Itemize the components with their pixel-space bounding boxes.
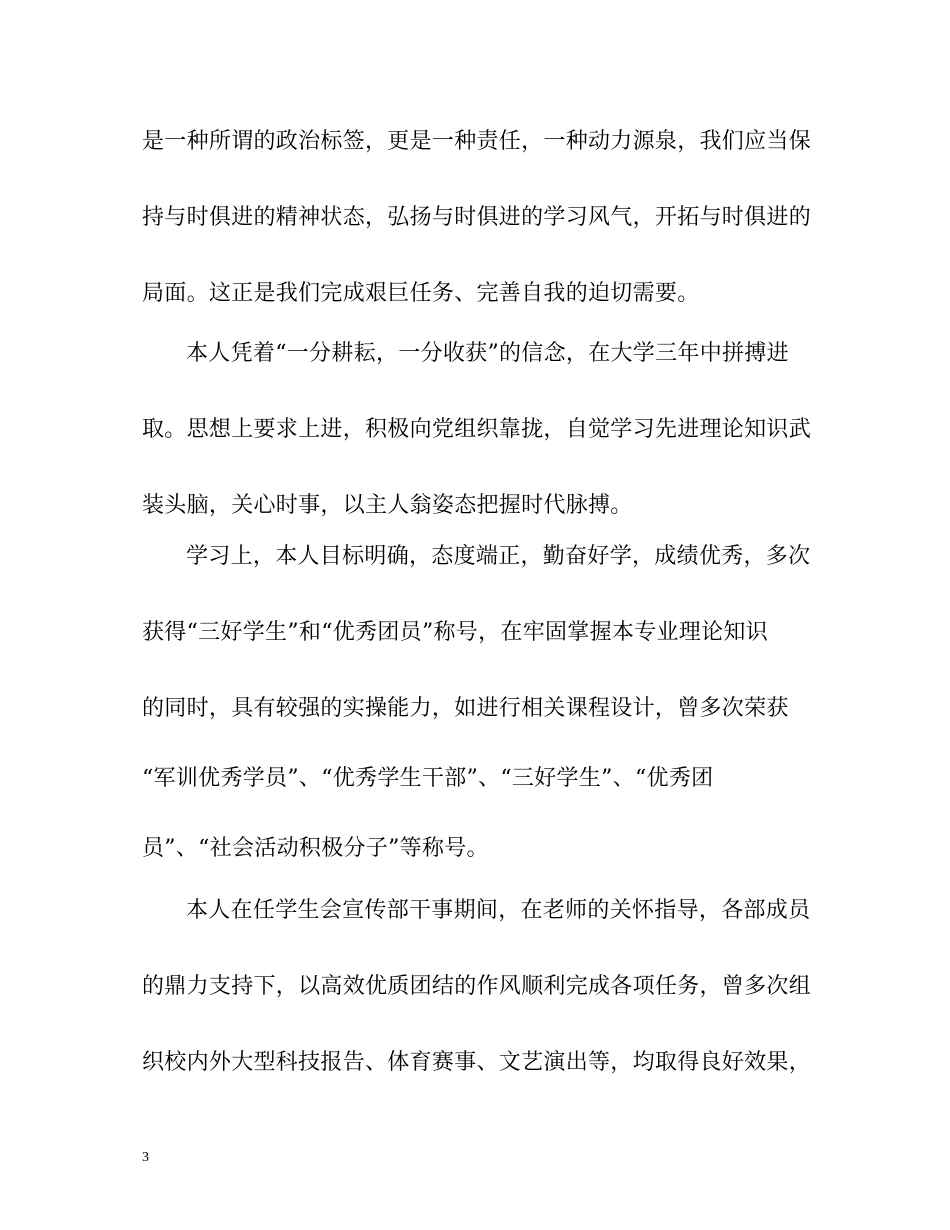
text-line: 装头脑，关心时事，以主人翁姿态把握时代脉搏。 [142,493,633,518]
text-line: 织校内外大型科技报告、体育赛事、文艺演出等，均取得良好效果， [142,1050,812,1075]
text-line: 局面。这正是我们完成艰巨任务、完善自我的迫切需要。 [142,281,700,306]
text-line: 持与时俱进的精神状态，弘扬与时俱进的学习风气，开拓与时俱进的 [142,205,812,230]
text-line: 取。思想上要求上进，积极向党组织靠拢，自觉学习先进理论知识武 [142,417,812,442]
text-line: 是一种所谓的政治标签，更是一种责任，一种动力源泉，我们应当保 [142,129,812,154]
page-number: 3 [142,1150,149,1165]
paragraph-first-line: 学习上，本人目标明确，态度端正，勤奋好学，成绩优秀，多次 [186,544,811,569]
paragraph-first-line: 本人在任学生会宣传部干事期间，在老师的关怀指导，各部成员 [186,898,811,923]
text-line: 员”、“社会活动积极分子”等称号。 [142,836,489,861]
text-line: 的鼎力支持下，以高效优质团结的作风顺利完成各项任务，曾多次组 [142,974,812,999]
text-line: 获得“三好学生”和“优秀团员”称号，在牢固掌握本专业理论知识 [142,620,768,645]
text-line: 的同时，具有较强的实操能力，如进行相关课程设计，曾多次荣获 [142,696,789,721]
paragraph-first-line: 本人凭着“一分耕耘，一分收获”的信念，在大学三年中拼搏进 [186,341,789,366]
text-line: “军训优秀学员”、“优秀学生干部”、“三好学生”、“优秀团 [142,766,714,791]
